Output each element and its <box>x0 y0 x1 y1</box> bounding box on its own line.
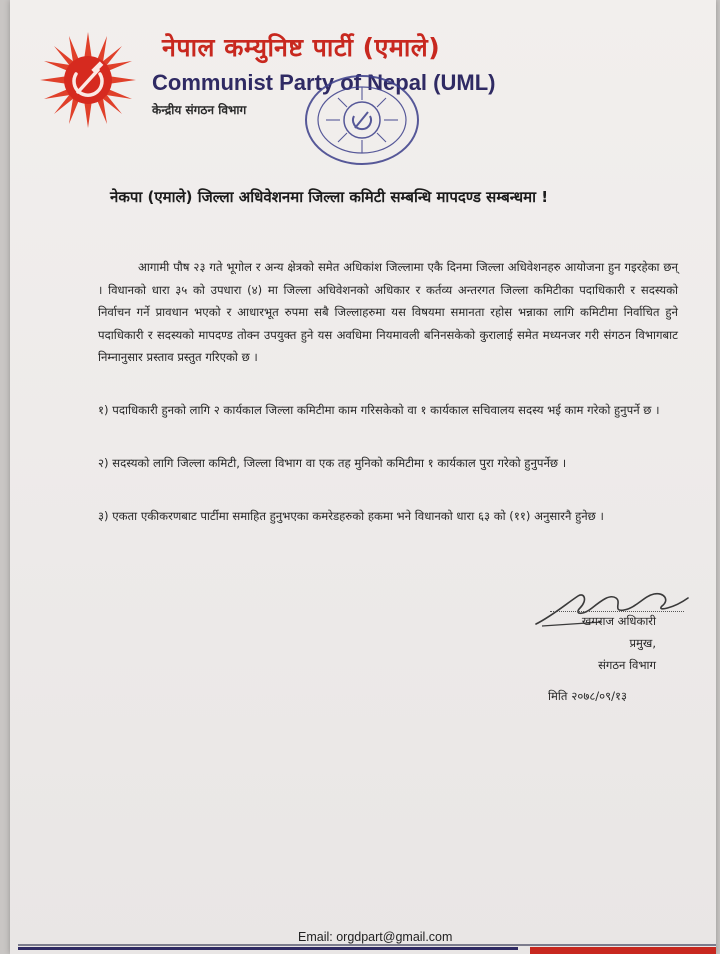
sun-hammer-sickle-icon <box>38 30 138 130</box>
letter-subject: नेकपा (एमाले) जिल्ला अधिवेशनमा जिल्ला कमिटी सम्बन्धि मापदण्ड सम्बन्धमा ! <box>110 188 549 206</box>
point-1: १) पदाधिकारी हुनको लागि २ कार्यकाल जिल्ला कमिटीमा काम गरिसकेको वा १ कार्यकाल सचिवालय सदस्य भई काम गरेको हुनुपर्ने छ । <box>98 403 660 417</box>
footer-bar-blue <box>18 947 518 950</box>
signatory-title: प्रमुख, <box>629 636 656 650</box>
footer-divider <box>18 944 716 946</box>
signatory-name: खगराज अधिकारी <box>581 614 656 628</box>
footer-email: Email: orgdpart@gmail.com <box>298 930 453 944</box>
point-2: २) सदस्यको लागि जिल्ला कमिटी, जिल्ला विभाग वा एक तह मुनिको कमिटीमा १ कार्यकाल पुरा गरेको हुनुपर्नेछ । <box>98 456 567 470</box>
party-name-english: Communist Party of Nepal (UML) <box>152 70 496 95</box>
intro-paragraph: आगामी पौष २३ गते भूगोल र अन्य क्षेत्रको समेत अधिकांश जिल्लामा एकै दिनमा जिल्ला अधिवेशनहरु आयोजना हुन गइरहेका छन् । विधानको धारा ३५ को उपधारा (४) मा जिल्ला अधिवेशनको अधिकार र कर्तव्य अन्तरगत जिल्ला कमिटीका पदाधिकारी र सदस्यको निर्वाचन गर्ने प्रावधान भएको र आधारभूत रुपमा सबै जिल्लाहरुमा यस विषयमा समानता रहोस भन्नाका लागि कमिटीमा निर्वाचित हुने पदाधिकारी र सदस्यको मापदण्ड तोक्न उपयुक्त हुने यस अवधिमा नियमावली बनिनसकेको कुरालाई समेत मध्यनजर गरी संगठन विभागबाट निम्नानुसार प्रस्ताव प्रस्तुत गरिएको छ । <box>98 260 678 365</box>
party-name-nepali: नेपाल कम्युनिष्ट पार्टी (एमाले) <box>162 33 441 62</box>
signature-line <box>550 611 684 612</box>
department-name: केन्द्रीय संगठन विभाग <box>152 103 247 117</box>
signatory-department: संगठन विभाग <box>598 658 656 672</box>
point-3: ३) एकता एकीकरणबाट पार्टीमा समाहित हुनुभएका कमरेडहरुको हकमा भने विधानको धारा ६३ को (११) अनुसारनै हुनेछ । <box>98 509 604 523</box>
footer-bar-red <box>530 947 716 954</box>
date-row <box>548 689 627 704</box>
department-seal-icon <box>302 72 422 168</box>
letter-page <box>10 0 716 954</box>
date-label: मिति <box>548 689 568 703</box>
date-value: २०७८/०९/१३ <box>571 689 627 703</box>
